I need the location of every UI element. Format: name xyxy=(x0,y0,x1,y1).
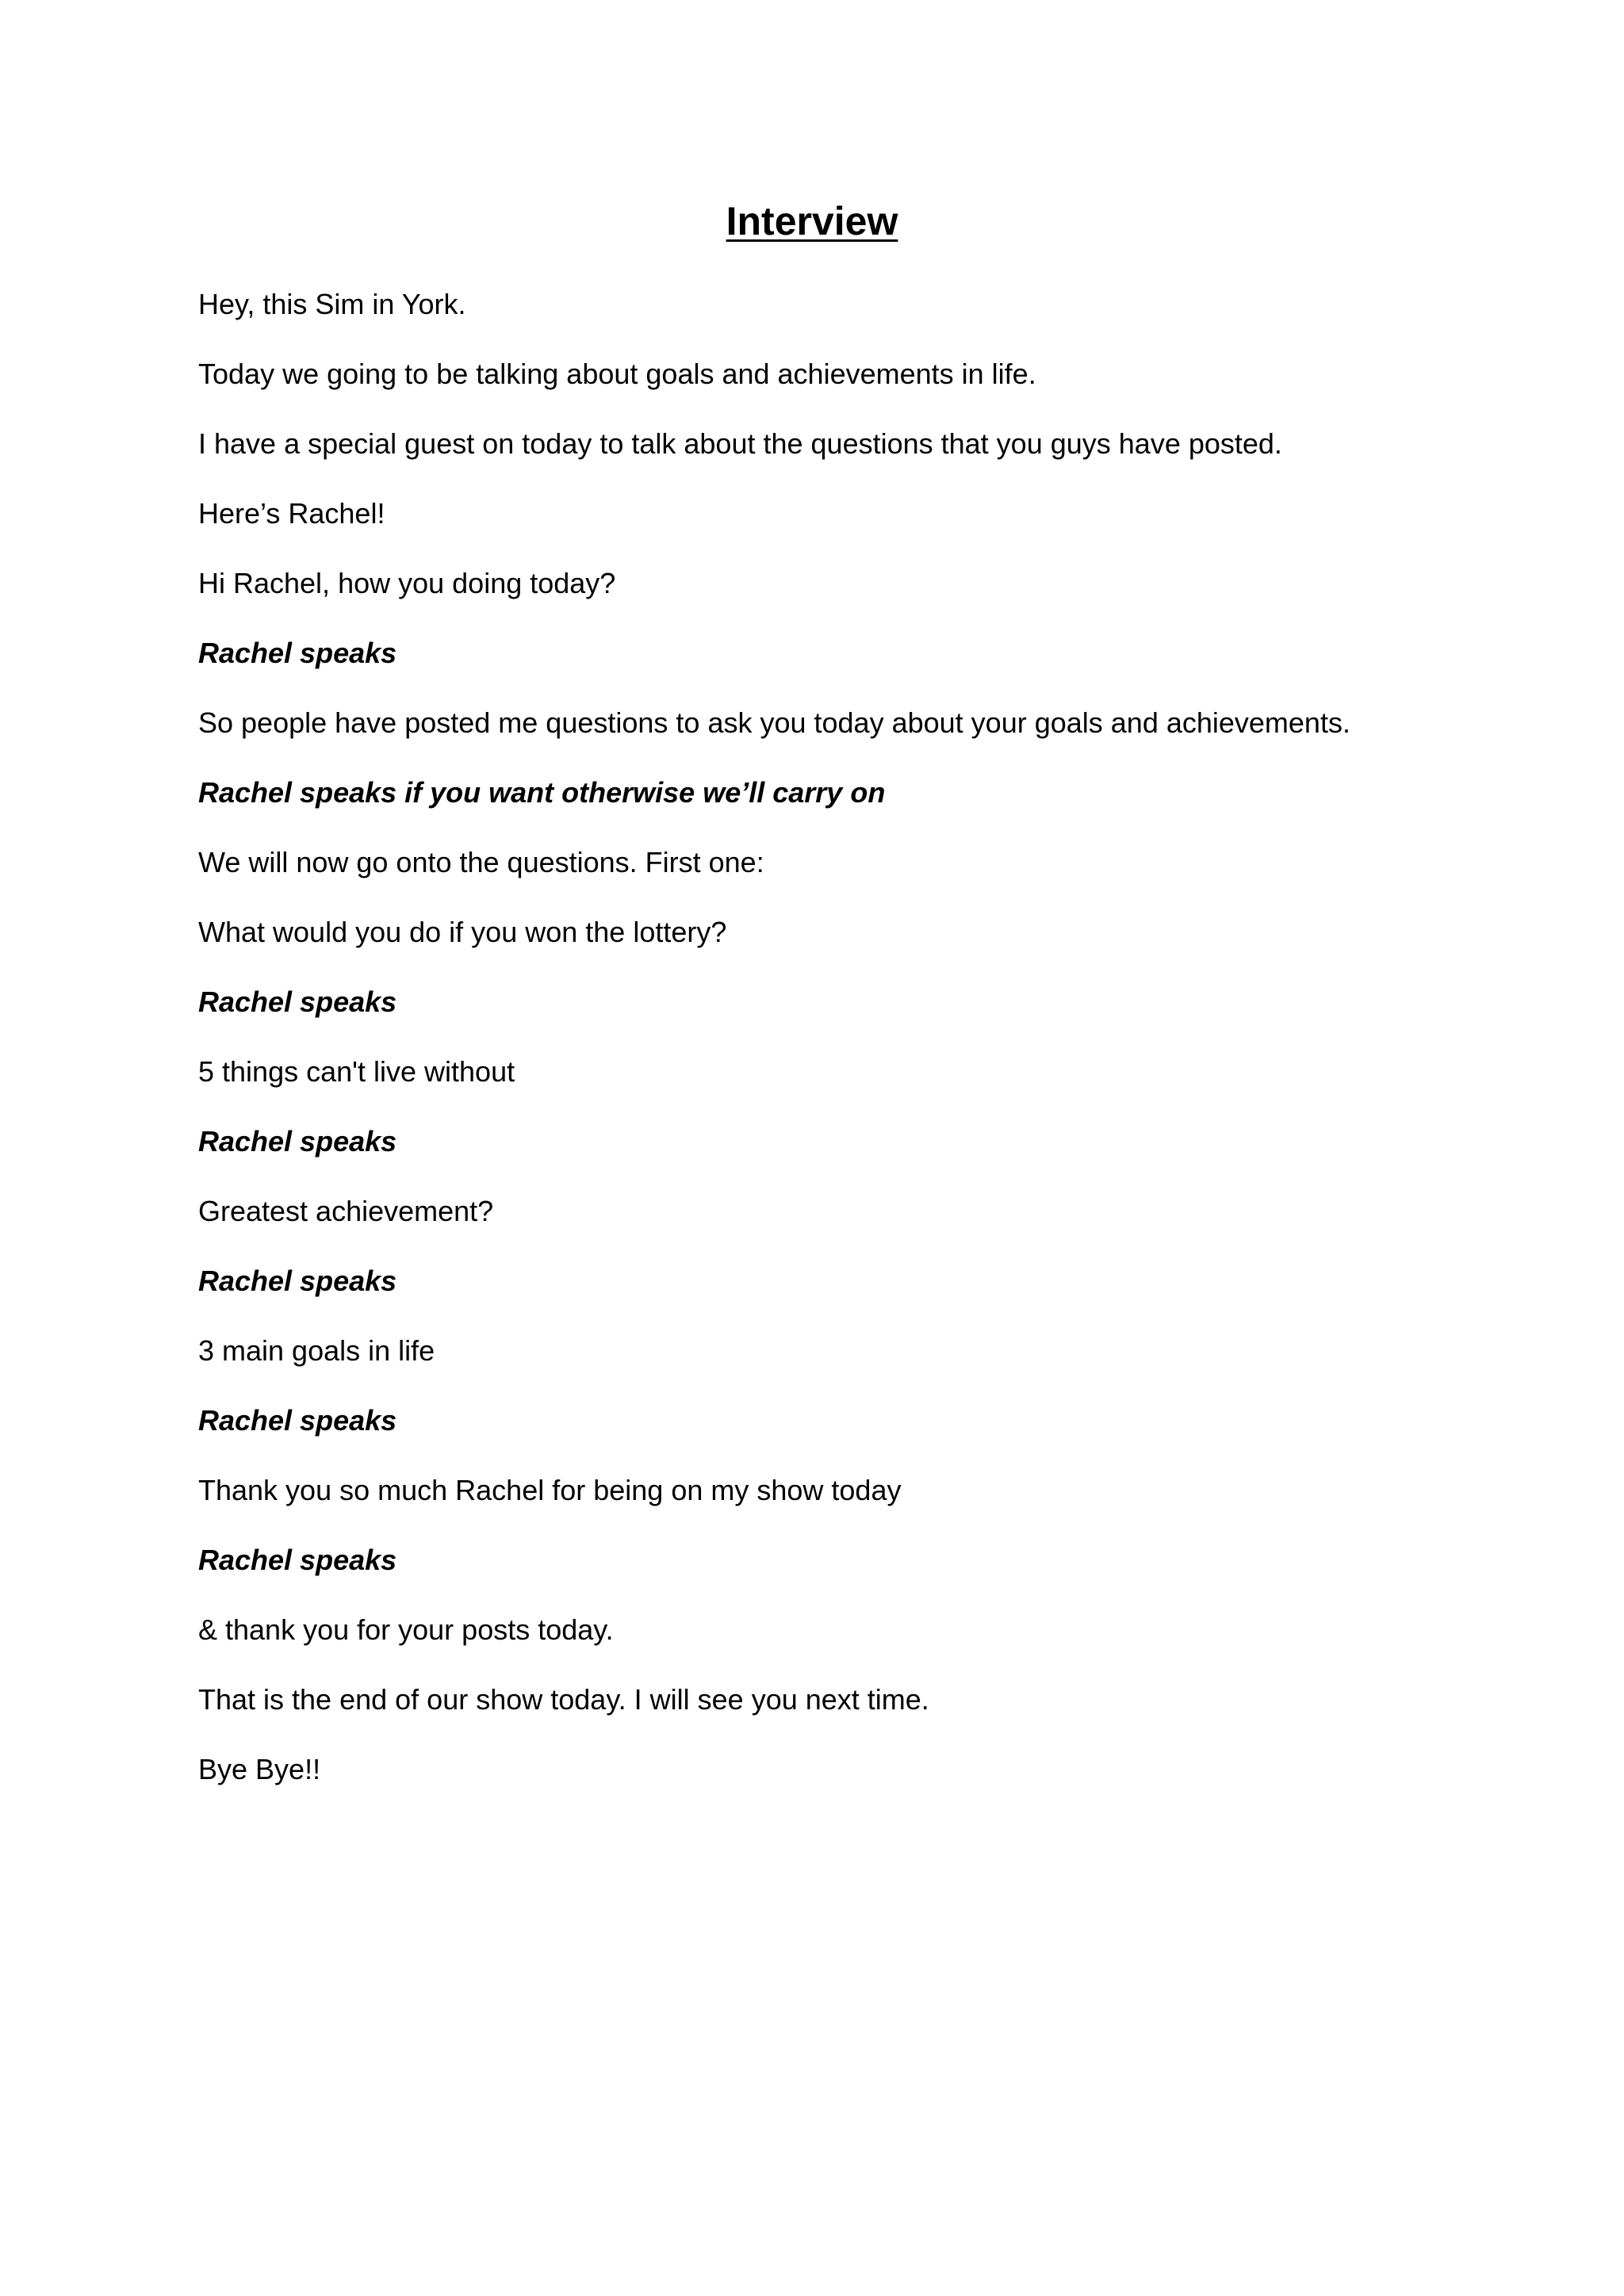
script-line-topic: Today we going to be talking about goals and achievements in life. xyxy=(198,358,1036,390)
speaker-cue: Rachel speaks xyxy=(198,1125,397,1158)
speaker-cue: Rachel speaks xyxy=(198,1265,397,1297)
document-title: Interview xyxy=(726,199,898,243)
script-line-end-of-show: That is the end of our show today. I will see you next time. xyxy=(198,1683,929,1716)
question-main-goals: 3 main goals in life xyxy=(198,1334,435,1367)
question-greatest-achievement: Greatest achievement? xyxy=(198,1195,494,1227)
speaker-cue: Rachel speaks xyxy=(198,985,397,1018)
script-line-goodbye: Bye Bye!! xyxy=(198,1753,321,1785)
speaker-cue: Rachel speaks xyxy=(198,1544,397,1576)
script-line-questions-posted: So people have posted me questions to ask you today about your goals and achievements. xyxy=(198,706,1350,739)
question-five-things: 5 things can't live without xyxy=(198,1055,515,1088)
question-lottery: What would you do if you won the lottery? xyxy=(198,916,727,948)
speaker-cue-optional: Rachel speaks if you want otherwise we’ll carry on xyxy=(198,776,886,809)
script-line-thank-rachel: Thank you so much Rachel for being on my show today xyxy=(198,1474,902,1506)
script-line-hi-rachel: Hi Rachel, how you doing today? xyxy=(198,567,616,599)
script-line-thank-posts: & thank you for your posts today. xyxy=(198,1613,614,1646)
script-line-greeting: Hey, this Sim in York. xyxy=(198,288,466,320)
speaker-cue: Rachel speaks xyxy=(198,1404,397,1437)
script-line-questions-start: We will now go onto the questions. First one: xyxy=(198,846,764,878)
speaker-cue: Rachel speaks xyxy=(198,637,397,669)
script-line-guest-intro: I have a special guest on today to talk about the questions that you guys have posted. xyxy=(198,427,1282,460)
script-line-introduce-rachel: Here’s Rachel! xyxy=(198,497,385,530)
